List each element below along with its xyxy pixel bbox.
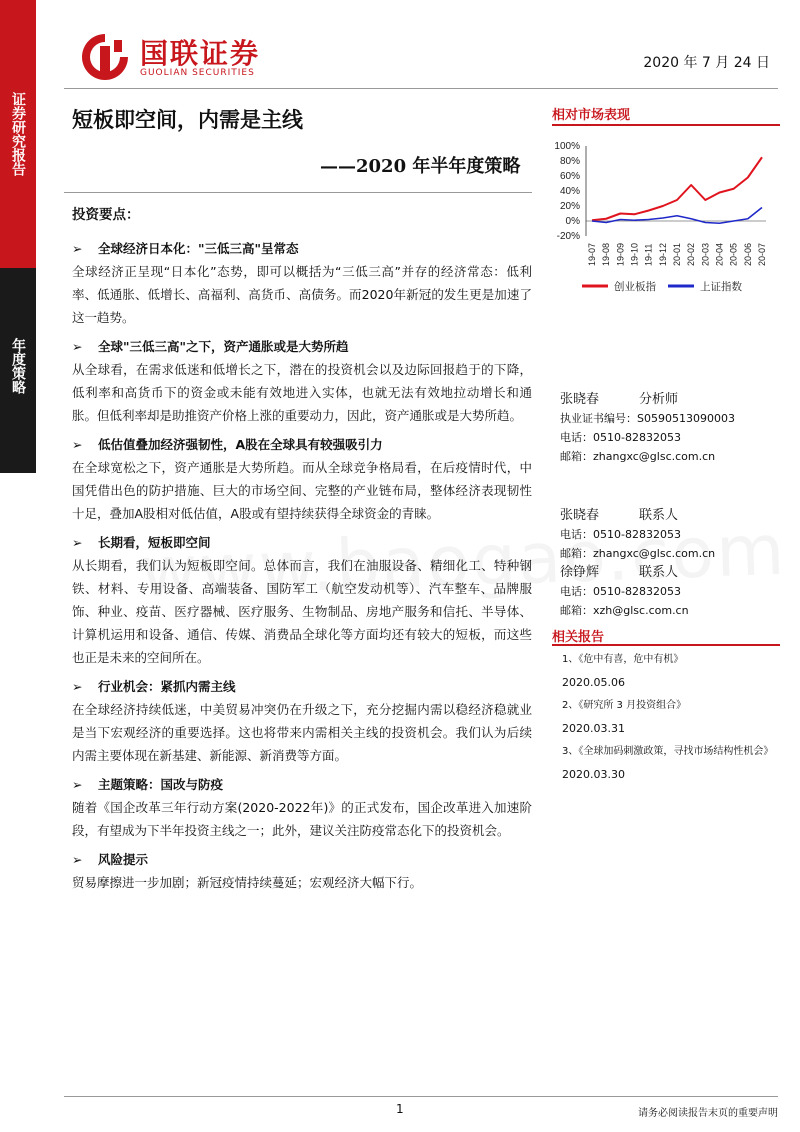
related-reports-rule bbox=[552, 644, 780, 646]
guolian-logo-icon bbox=[78, 30, 132, 84]
disclaimer-note: 请务必阅读报告末页的重要声明 bbox=[638, 1108, 778, 1119]
section-heading bbox=[72, 531, 532, 554]
section-body: 随着《国企改革三年行动方案(2020-2022年)》的正式发布，国企改革进入加速阶段，有望成为下半年投资主线之一；此外，建议关注防疫常态化下的投资机会。 bbox=[72, 800, 532, 838]
contact-name: 徐铮辉 bbox=[560, 565, 600, 580]
x-tick-label: 20-06 bbox=[742, 242, 753, 266]
y-tick-label: 0% bbox=[565, 216, 580, 227]
cert-label: 执业证书编号： bbox=[560, 412, 637, 425]
series-line bbox=[592, 157, 762, 220]
relative-performance-chart bbox=[552, 138, 780, 298]
section-heading-text: 全球"三低三高"之下，资产通胀或是大势所趋 bbox=[98, 339, 349, 354]
x-tick-label: 19-07 bbox=[587, 242, 597, 266]
x-tick-label: 20-03 bbox=[700, 242, 711, 266]
contact-role: 联系人 bbox=[639, 565, 679, 580]
x-tick-label: 19-11 bbox=[643, 243, 654, 266]
section bbox=[72, 773, 532, 842]
arrow-icon: ➢ bbox=[72, 437, 83, 452]
sidebar-bottom-text: 年度策略 bbox=[10, 338, 26, 394]
report-title: 短板即空间，内需是主线 bbox=[72, 107, 303, 132]
arrow-icon: ➢ bbox=[72, 535, 83, 550]
analyst-role: 分析师 bbox=[639, 392, 679, 407]
arrow-icon: ➢ bbox=[72, 339, 83, 354]
arrow-icon: ➢ bbox=[72, 679, 83, 694]
report-date: 2020 年 7 月 24 日 bbox=[643, 55, 770, 71]
header-divider bbox=[64, 88, 778, 89]
section-heading bbox=[72, 773, 532, 796]
x-tick-label: 20-04 bbox=[714, 242, 725, 266]
phone-number: 0510-82832053 bbox=[593, 585, 681, 598]
footer-divider bbox=[64, 1096, 778, 1097]
report-subtitle: ——2020 年半年度策略 bbox=[320, 156, 521, 177]
section-body: 贸易摩擦进一步加剧；新冠疫情持续蔓延；宏观经济大幅下行。 bbox=[72, 875, 423, 890]
email-link[interactable]: zhangxc@glsc.com.cn bbox=[593, 450, 716, 463]
legend-label: 上证指数 bbox=[700, 281, 742, 293]
section-heading-text: 行业机会：紧抓内需主线 bbox=[98, 679, 236, 694]
logo-text-en: GUOLIAN SECURITIES bbox=[140, 68, 255, 78]
y-tick-label: 20% bbox=[559, 201, 580, 212]
contact-role: 联系人 bbox=[639, 508, 679, 523]
section bbox=[72, 335, 532, 427]
section-body: 全球经济正呈现“日本化”态势，即可以概括为“三低三高”并存的经济常态：低利率、低通胀、低增长、高福利、高货币、高债务。而2020年新冠的发生更是加速了这一趋势。 bbox=[72, 264, 532, 325]
section bbox=[72, 675, 532, 767]
report-date: 2020.03.31 bbox=[562, 722, 625, 735]
x-tick-label: 19-10 bbox=[629, 242, 640, 266]
logo-text-cn: 国联证券 bbox=[140, 37, 261, 70]
arrow-icon: ➢ bbox=[72, 241, 83, 256]
section-body: 从长期看，我们认为短板即空间。总体而言，我们在油服设备、精细化工、特种钢铁、材料、专用设备、高端装备、国防军工（航空发动机等）、汽车整车、品牌服饰、种业、疫苗、医疗器械、医疗服务、生物制品、房地产服务和信托、半导体、计算机运用和设备、通信、传媒、消费品全球化等方面均还有较大的短板，而这些也正是未来的空间所在。 bbox=[72, 558, 532, 665]
section-heading bbox=[72, 675, 532, 698]
section-heading bbox=[72, 237, 532, 260]
email-label: 邮箱： bbox=[560, 450, 593, 463]
x-tick-label: 20-01 bbox=[672, 242, 682, 266]
x-tick-label: 19-09 bbox=[615, 242, 626, 266]
title-divider bbox=[64, 192, 532, 193]
analyst-card bbox=[560, 390, 735, 466]
phone-number: 0510-82832053 bbox=[593, 528, 681, 541]
contact-name: 张晓春 bbox=[560, 508, 600, 523]
sidebar-top-text: 证券研究报告 bbox=[10, 92, 26, 176]
y-tick-label: 40% bbox=[559, 186, 580, 197]
arrow-icon: ➢ bbox=[72, 777, 83, 792]
section-heading bbox=[72, 335, 532, 358]
section-heading-text: 低估值叠加经济强韧性，A股在全球具有较强吸引力 bbox=[98, 437, 383, 452]
section-heading-text: 主题策略：国改与防疫 bbox=[98, 777, 224, 792]
x-tick-label: 20-07 bbox=[757, 242, 767, 266]
phone-label: 电话： bbox=[560, 585, 593, 598]
section-heading bbox=[72, 433, 532, 456]
y-tick-label: -20% bbox=[556, 231, 580, 242]
section bbox=[72, 531, 532, 669]
email-label: 邮箱： bbox=[560, 604, 593, 617]
email-link[interactable]: zhangxc@glsc.com.cn bbox=[593, 547, 716, 560]
x-tick-label: 20-02 bbox=[686, 242, 697, 266]
report-link[interactable]: 2、《研究所 3 月投资组合》 bbox=[562, 700, 687, 711]
related-reports-heading: 相关报告 bbox=[552, 630, 605, 645]
cert-number: S0590513090003 bbox=[637, 412, 735, 425]
section-body: 在全球经济持续低迷，中美贸易冲突仍在升级之下，充分挖掘内需以稳经济稳就业是当下宏观经济的重要选择。这也将带来内需相关主线的投资机会。我们认为后续内需主要体现在新基建、新能源、新消费等方面。 bbox=[72, 702, 532, 763]
arrow-icon: ➢ bbox=[72, 852, 83, 867]
section-body: 在全球宽松之下，资产通胀是大势所趋。而从全球竞争格局看，在后疫情时代，中国凭借出色的防护措施、巨大的市场空间、完整的产业链布局，整体经济表现韧性十足，叠加A股相对低估值，A股或有望持续获得全球资金的青睐。 bbox=[72, 460, 532, 521]
email-label: 邮箱： bbox=[560, 547, 593, 560]
phone-label: 电话： bbox=[560, 431, 593, 444]
market-performance-rule bbox=[552, 124, 780, 126]
y-tick-label: 100% bbox=[554, 141, 580, 152]
sidebar-label-strategy bbox=[0, 338, 36, 394]
legend-label: 创业板指 bbox=[614, 281, 656, 293]
analyst-name: 张晓春 bbox=[560, 392, 600, 407]
phone-label: 电话： bbox=[560, 528, 593, 541]
section bbox=[72, 237, 532, 329]
sidebar-label-research bbox=[0, 92, 36, 176]
report-link[interactable]: 1、《危中有喜，危中有机》 bbox=[562, 654, 684, 665]
y-tick-label: 80% bbox=[559, 156, 580, 167]
x-tick-label: 19-08 bbox=[601, 242, 612, 266]
market-performance-heading: 相对市场表现 bbox=[552, 108, 631, 123]
y-tick-label: 60% bbox=[559, 171, 580, 182]
section-body: 从全球看，在需求低迷和低增长之下，潜在的投资机会以及边际回报趋于的下降，低利率和高货币下的资金或未能有效地进入实体，也就无法有效地拉动增长和通胀。但低利率却是助推资产价格上涨的重要动力，因此，资产通胀或是大势所趋。 bbox=[72, 362, 532, 423]
report-date: 2020.03.30 bbox=[562, 768, 625, 781]
section-heading-text: 全球经济日本化："三低三高"呈常态 bbox=[98, 241, 299, 256]
x-tick-label: 20-05 bbox=[728, 242, 739, 266]
section-heading bbox=[72, 848, 532, 871]
page-number: 1 bbox=[396, 1102, 404, 1116]
related-reports-list bbox=[562, 648, 773, 786]
email-link[interactable]: xzh@glsc.com.cn bbox=[593, 604, 689, 617]
section-heading-text: 长期看，短板即空间 bbox=[98, 535, 211, 550]
section bbox=[72, 848, 532, 894]
x-tick-label: 19-12 bbox=[657, 242, 668, 266]
report-link[interactable]: 3、《全球加码刺激政策，寻找市场结构性机会》 bbox=[562, 746, 774, 757]
contact-card bbox=[560, 506, 715, 620]
key-points-heading: 投资要点： bbox=[72, 207, 140, 223]
section bbox=[72, 433, 532, 525]
section-heading-text: 风险提示 bbox=[98, 852, 149, 867]
key-points bbox=[72, 200, 532, 898]
report-date: 2020.05.06 bbox=[562, 676, 625, 689]
phone-number: 0510-82832053 bbox=[593, 431, 681, 444]
